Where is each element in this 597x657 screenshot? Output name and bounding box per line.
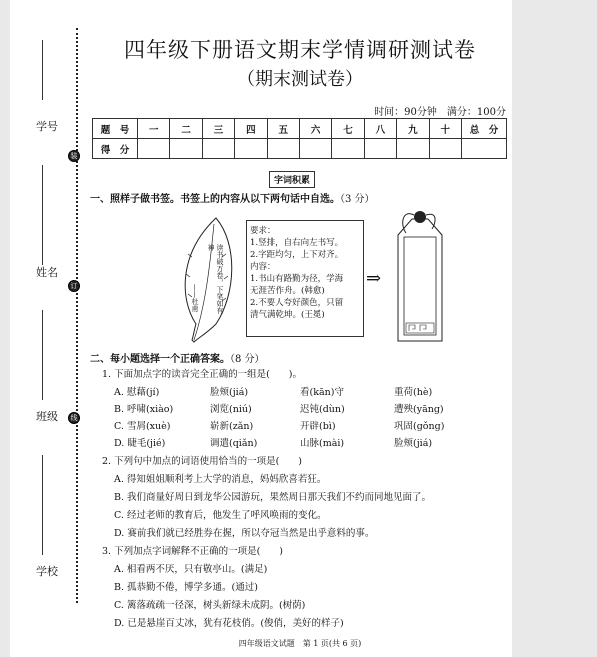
sub-question-2-stem: 2. 下列句中加点的词语使用恰当的一项是( ) [102, 456, 302, 467]
label-student-id: 学号 [36, 120, 58, 133]
exam-page [10, 0, 512, 657]
bookmark-requirements-box [246, 220, 364, 337]
blank-bookmark-illustration [392, 205, 448, 345]
sub-2-option-a[interactable]: A. 得知姐姐顺利考上大学的消息，妈妈欣喜若狂。 [114, 474, 327, 485]
question-2-text: 二、每小题选择一个正确答案。 [90, 354, 230, 365]
score-header-cell: 五 [267, 119, 299, 139]
score-row-label: 得 分 [93, 139, 138, 159]
option-d-col4: 脸颊(jiá) [394, 438, 433, 449]
option-c-col3: 开辟(bì) [300, 421, 336, 432]
score-header-cell: 题 号 [93, 119, 138, 139]
req-item: 1.竖排，自右向左书写。 [250, 238, 344, 248]
sub-3-option-c[interactable]: C. 篱落疏疏一径深，树头新绿未成阴。(树荫) [114, 600, 306, 611]
blank-line [42, 40, 43, 100]
blank-line [42, 310, 43, 400]
option-a-col3: 看(kān)守 [300, 387, 344, 398]
option-d-col3: 山脉(mài) [300, 438, 345, 449]
option-a-col2: 脸颊(jiá) [210, 387, 249, 398]
time-info: 时间：90分钟 满分：100分 [374, 107, 506, 118]
option-c-col4: 巩固(gǒng) [394, 421, 445, 432]
label-class: 班级 [36, 410, 58, 423]
score-header-cell: 总 分 [462, 119, 507, 139]
question-2-heading [90, 350, 265, 365]
score-table [92, 118, 507, 159]
arrow-icon: ⇒ [366, 268, 382, 289]
option-d-col1[interactable]: D. 睫毛(jié) [114, 438, 166, 449]
option-a-col4: 重荷(hè) [394, 387, 433, 398]
content-item: 清气满乾坤。(王冕) [250, 310, 325, 320]
label-name: 姓名 [36, 266, 58, 279]
score-cell[interactable] [299, 139, 331, 159]
hole-char: 装 [70, 152, 78, 160]
blank-line [42, 165, 43, 265]
option-a-col1[interactable]: A. 慰藉(jí) [114, 387, 160, 398]
label-school: 学校 [36, 565, 58, 578]
sub-3-option-d[interactable]: D. 已是悬崖百丈冰，犹有花枝俏。(俊俏，美好的样子) [114, 618, 344, 629]
binding-dotted-line [76, 28, 78, 603]
content-item: 无涯苦作舟。(韩愈) [250, 286, 325, 296]
leaf-poem-text: 读书破万卷，下笔如有神 [207, 244, 224, 314]
option-c-col1[interactable]: C. 雪屑(xuè) [114, 421, 171, 432]
question-1-heading [90, 190, 375, 205]
sub-3-option-b[interactable]: B. 孤恭勤不倦，博学多通。(通过) [114, 582, 258, 593]
exam-title: 四年级下册语文期末学情调研测试卷 [124, 38, 476, 62]
option-b-col2: 浏览(niú) [210, 404, 252, 415]
option-b-col3: 迟钝(dùn) [300, 404, 345, 415]
sub-question-1-stem: 1. 下面加点字的读音完全正确的一组是( )。 [102, 369, 302, 380]
score-header-cell: 六 [299, 119, 331, 139]
sub-2-option-d[interactable]: D. 赛前我们就已经胜券在握，所以夺冠当然是出乎意料的事。 [114, 528, 375, 539]
binding-margin [10, 0, 82, 657]
hole-char: 订 [70, 282, 78, 290]
score-cell[interactable] [332, 139, 364, 159]
score-cell[interactable] [235, 139, 267, 159]
content-item: 2.不要人夸好颜色，只留 [250, 298, 344, 308]
score-header-cell: 十 [429, 119, 461, 139]
score-input-row [93, 139, 507, 159]
exam-subtitle: （期末测试卷） [237, 69, 363, 90]
question-1-score: （3 分） [340, 194, 375, 205]
score-cell[interactable] [397, 139, 429, 159]
option-b-col1[interactable]: B. 呼啸(xiào) [114, 404, 174, 415]
section-label: 字词积累 [269, 171, 315, 188]
score-header-cell: 二 [170, 119, 202, 139]
option-d-col2: 调遣(qiǎn) [210, 438, 258, 449]
score-header-cell: 八 [364, 119, 396, 139]
score-header-cell: 三 [202, 119, 234, 139]
sub-2-option-c[interactable]: C. 经过老师的教育后，他发生了呼风唤雨的变化。 [114, 510, 327, 521]
question-1-text: 一、照样子做书签。书签上的内容从以下两句话中自选。 [90, 194, 340, 205]
page-footer: 四年级语文试题 第 1 页(共 6 页) [238, 639, 362, 648]
option-b-col4: 遭殃(yāng) [394, 404, 444, 415]
blank-line [42, 455, 43, 555]
sub-question-3-stem: 3. 下列加点字词解释不正确的一项是( ) [102, 546, 283, 557]
sub-2-option-b[interactable]: B. 我们商量好周日到龙华公园游玩，果然周日那天我们不约而同地见面了。 [114, 492, 432, 503]
content-item: 1.书山有路勤为径，学海 [250, 274, 344, 284]
content-title: 内容： [250, 262, 276, 272]
score-header-cell: 一 [138, 119, 170, 139]
score-cell[interactable] [462, 139, 507, 159]
req-item: 2.字距均匀，上下对齐。 [250, 250, 344, 260]
score-header-cell: 四 [235, 119, 267, 139]
score-cell[interactable] [202, 139, 234, 159]
sub-3-option-a[interactable]: A. 相看两不厌，只有敬亭山。(满足) [114, 564, 268, 575]
score-cell[interactable] [364, 139, 396, 159]
score-header-row [93, 119, 507, 139]
hole-char: 线 [70, 414, 78, 422]
option-c-col2: 崭新(zǎn) [210, 421, 254, 432]
score-cell[interactable] [267, 139, 299, 159]
score-header-cell: 七 [332, 119, 364, 139]
score-header-cell: 九 [397, 119, 429, 139]
score-cell[interactable] [429, 139, 461, 159]
question-2-score: （8 分） [230, 354, 265, 365]
score-cell[interactable] [138, 139, 170, 159]
leaf-poem-author: ——杜甫 [191, 284, 199, 312]
req-title: 要求： [250, 226, 276, 236]
score-cell[interactable] [170, 139, 202, 159]
